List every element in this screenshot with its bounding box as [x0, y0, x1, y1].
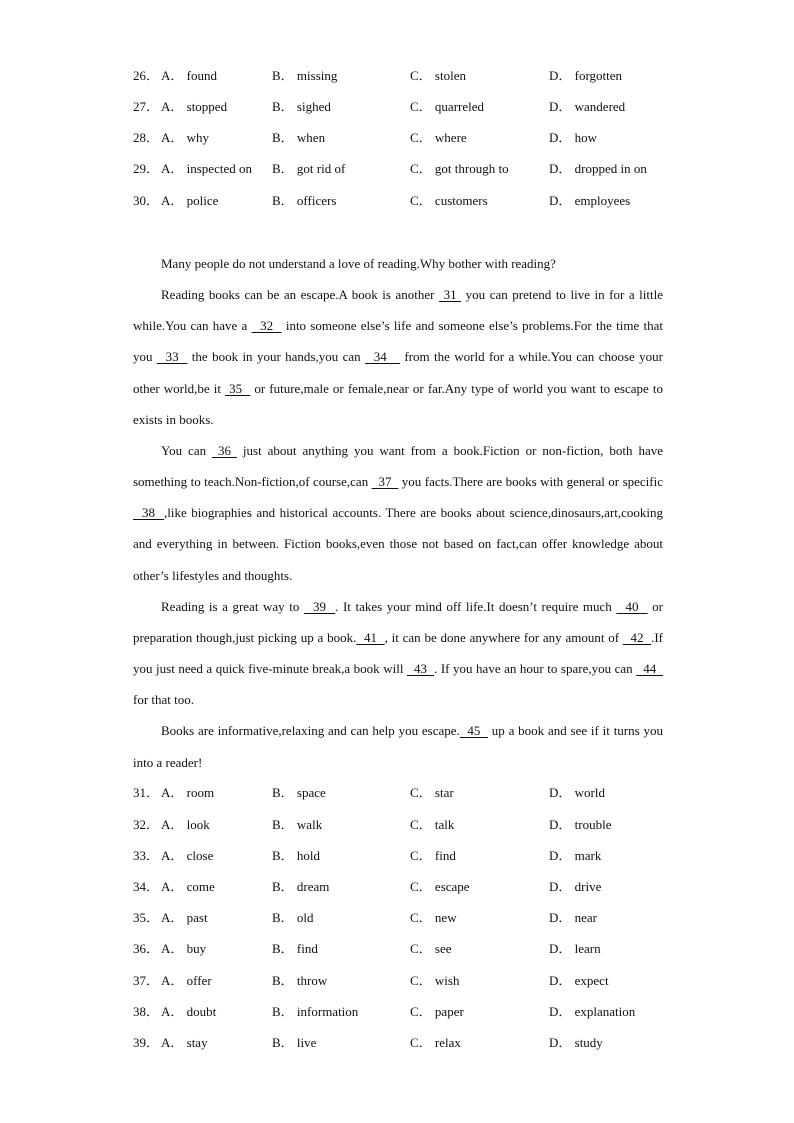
blank-40: 40: [616, 598, 648, 614]
blank-35: 35: [225, 380, 251, 396]
option-d: D． dropped in on: [549, 161, 647, 176]
blank-43: 43: [406, 661, 435, 677]
passage-text: you facts.There are books with general or specific: [398, 474, 663, 490]
option-d: D． wandered: [549, 99, 626, 114]
option-c: C． talk: [410, 817, 455, 832]
option-d: D． expect: [549, 973, 609, 988]
option-b: B． old: [272, 910, 314, 925]
blank-38: 38: [133, 505, 164, 521]
option-b: B． information: [272, 1004, 359, 1019]
passage-text: or preparation though,just picking up a book.: [133, 598, 664, 645]
question-number: 39．: [133, 1035, 160, 1050]
option-d: D． trouble: [549, 817, 612, 832]
passage-text: into someone else’s life and someone else’s problems.For the time that you: [133, 318, 663, 365]
blank-36: 36: [212, 442, 237, 458]
question-number: 37．: [133, 973, 160, 988]
passage-paragraph: [133, 715, 663, 777]
blank-45: 45: [459, 723, 488, 739]
option-b: B． got rid of: [272, 161, 346, 176]
option-a: A． buy: [161, 941, 207, 956]
question-number: 34．: [133, 879, 160, 894]
option-c: C． stolen: [410, 68, 466, 83]
option-b: B． find: [272, 941, 318, 956]
option-a: A． why: [161, 130, 210, 145]
option-c: C． escape: [410, 879, 470, 894]
option-d: D． mark: [549, 848, 602, 863]
passage-text: Reading books can be an escape.A book is another: [161, 287, 440, 303]
option-d: D． near: [549, 910, 598, 925]
passage-text: the book in your hands,you can: [187, 349, 366, 365]
passage-text: .If you just need a quick five-minute break,a book will: [133, 629, 664, 677]
passage-text: ,like biographies and historical accounts. There are books about science,dinosaurs,art,cooking and everything in between. Fiction books,even those not based on fact,can offer knowledge about other’s lifestyles and thoughts.: [133, 505, 663, 583]
option-b: B． officers: [272, 193, 337, 208]
option-a: A． stopped: [161, 99, 228, 114]
option-c: C． wish: [410, 973, 460, 988]
option-c: C． customers: [410, 193, 488, 208]
passage-text: Reading is a great way to: [161, 598, 304, 614]
question-number: 36．: [133, 941, 160, 956]
question-number: 31．: [133, 785, 160, 800]
option-b: B． missing: [272, 68, 338, 83]
blank-32: 32: [251, 318, 282, 334]
option-a: A． stay: [161, 1035, 208, 1050]
blank-31: 31: [439, 287, 462, 303]
question-number: 33．: [133, 848, 160, 863]
question-number: 26．: [133, 68, 160, 83]
option-d: D． how: [549, 130, 598, 145]
blank-34: 34: [365, 349, 400, 365]
option-c: C． new: [410, 910, 457, 925]
passage-text: or future,male or female,near or far.Any type of world you want to escape to exists in books.: [133, 380, 664, 427]
passage-text: . If you have an hour to spare,you can: [434, 661, 637, 677]
option-c: C． got through to: [410, 161, 509, 176]
passage-text: Books are informative,relaxing and can help you escape.: [161, 723, 460, 739]
question-number: 27．: [133, 99, 160, 114]
blank-37: 37: [371, 474, 399, 490]
option-c: C． where: [410, 130, 467, 145]
passage-text: up a book and see if it turns you into a reader!: [133, 723, 663, 770]
option-b: B． when: [272, 130, 326, 145]
blank-44: 44: [636, 661, 664, 677]
option-a: A． found: [161, 68, 217, 83]
option-d: D． study: [549, 1035, 603, 1050]
option-b: B． dream: [272, 879, 330, 894]
option-d: D． learn: [549, 941, 601, 956]
passage-paragraph: [133, 435, 663, 591]
reading-passage: [133, 248, 663, 778]
option-a: A． offer: [161, 973, 212, 988]
passage-text: , it can be done anywhere for any amount of: [384, 629, 623, 645]
option-d: D． forgotten: [549, 68, 623, 83]
option-c: C． see: [410, 941, 452, 956]
option-d: D． employees: [549, 193, 631, 208]
passage-text: for that too.: [133, 692, 195, 708]
option-a: A． room: [161, 785, 215, 800]
passage-text: from the world for a while.You can choose your other world,be it: [133, 349, 664, 396]
passage-text: Many people do not understand a love of reading.Why bother with reading?: [161, 256, 556, 271]
question-number: 38．: [133, 1004, 160, 1019]
option-d: D． drive: [549, 879, 602, 894]
passage-paragraph: [133, 248, 663, 279]
option-a: A． police: [161, 193, 219, 208]
passage-text: . It takes your mind off life.It doesn’t require much: [335, 598, 617, 614]
option-b: B． throw: [272, 973, 328, 988]
option-c: C． find: [410, 848, 456, 863]
passage-paragraph: [133, 279, 663, 435]
question-number: 29．: [133, 161, 160, 176]
option-b: B． space: [272, 785, 326, 800]
option-c: C． star: [410, 785, 454, 800]
question-number: 32．: [133, 817, 160, 832]
blank-39: 39: [303, 598, 336, 614]
question-number: 30．: [133, 193, 160, 208]
option-c: C． paper: [410, 1004, 464, 1019]
option-a: A． come: [161, 879, 215, 894]
option-b: B． hold: [272, 848, 321, 863]
passage-text: you can pretend to live in for a little while.You can have a: [133, 287, 664, 334]
option-c: C． relax: [410, 1035, 461, 1050]
option-a: A． look: [161, 817, 210, 832]
option-b: B． sighed: [272, 99, 331, 114]
blank-41: 41: [356, 629, 385, 645]
passage-paragraph: [133, 591, 663, 716]
passage-text: You can: [161, 442, 213, 458]
question-number: 28．: [133, 130, 160, 145]
option-d: D． explanation: [549, 1004, 636, 1019]
option-a: A． doubt: [161, 1004, 217, 1019]
option-d: D． world: [549, 785, 605, 800]
option-a: A． inspected on: [161, 161, 252, 176]
passage-text: just about anything you want from a book.Fiction or non-fiction, both have something to teach.Non-fiction,of course,can: [133, 442, 663, 490]
blank-42: 42: [622, 629, 652, 645]
blank-33: 33: [156, 349, 188, 365]
option-b: B． live: [272, 1035, 317, 1050]
question-number: 35．: [133, 910, 160, 925]
option-b: B． walk: [272, 817, 323, 832]
option-a: A． close: [161, 848, 214, 863]
option-a: A． past: [161, 910, 208, 925]
option-c: C． quarreled: [410, 99, 485, 114]
